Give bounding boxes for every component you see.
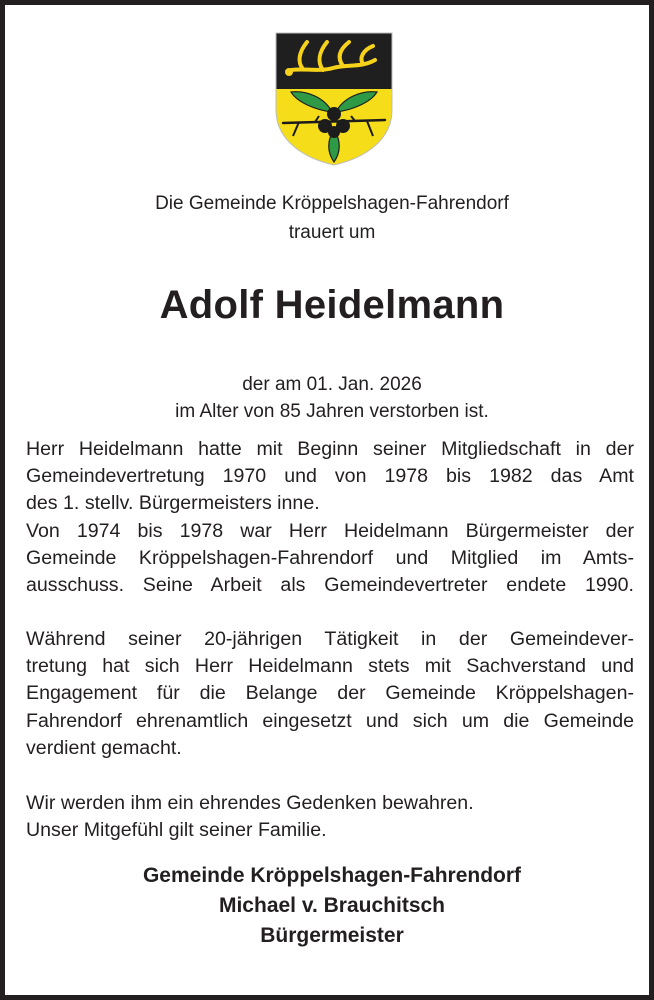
text-line: verdient gemacht. (26, 736, 182, 759)
text-line: Gemeindevertretung 1970 und von 1978 bis 1982 das Amt (26, 465, 634, 488)
deceased-name: Adolf Heidelmann (159, 283, 505, 327)
text-line: Unser Mitgefühl gilt seiner Familie. (26, 819, 327, 842)
death-date-line: der am 01. Jan. 2026 (242, 374, 422, 395)
text-line: Wir werden ihm ein ehrendes Gedenken bewahren. (26, 792, 474, 814)
death-age-line: im Alter von 85 Jahren verstorben ist. (175, 401, 489, 422)
text-line: Von 1974 bis 1978 war Herr Heidelmann Bürgermeister der (26, 519, 634, 542)
intro-text (5, 189, 654, 247)
signature-organization: Gemeinde Kröppelshagen-Fahrendorf (142, 864, 522, 887)
signature-title: Bürgermeister (260, 924, 404, 947)
text-line: Während seiner 20-jährigen Tätigkeit in der Gemeindever- (26, 628, 634, 650)
text-line: tretung hat sich Herr Heidelmann stets mit Sachverstand und (26, 655, 634, 678)
text-line: ausschuss. Seine Arbeit als Gemeindevertreter endete 1990. (26, 573, 634, 596)
intro-line-2: trauert um (288, 222, 376, 243)
paragraph-tribute (26, 626, 634, 762)
death-info (5, 371, 654, 425)
text-line: Engagement für die Belange der Gemeinde Kröppelshagen- (26, 682, 634, 705)
paragraph-condolence (26, 790, 634, 844)
coat-of-arms-icon (275, 32, 393, 166)
signature-block (5, 861, 654, 951)
text-line: Gemeinde Kröppelshagen-Fahrendorf und Mitglied im Amts- (26, 546, 634, 569)
signature-person: Michael v. Brauchitsch (218, 894, 446, 917)
text-line: des 1. stellv. Bürgermeisters inne. (26, 492, 320, 515)
paragraph-career (26, 436, 634, 599)
text-line: Fahrendorf ehrenamtlich eingesetzt und sich um die Gemeinde (26, 709, 634, 732)
text-line: Herr Heidelmann hatte mit Beginn seiner Mitgliedschaft in der (26, 438, 634, 460)
intro-line-1: Die Gemeinde Kröppelshagen-Fahrendorf (155, 193, 509, 214)
